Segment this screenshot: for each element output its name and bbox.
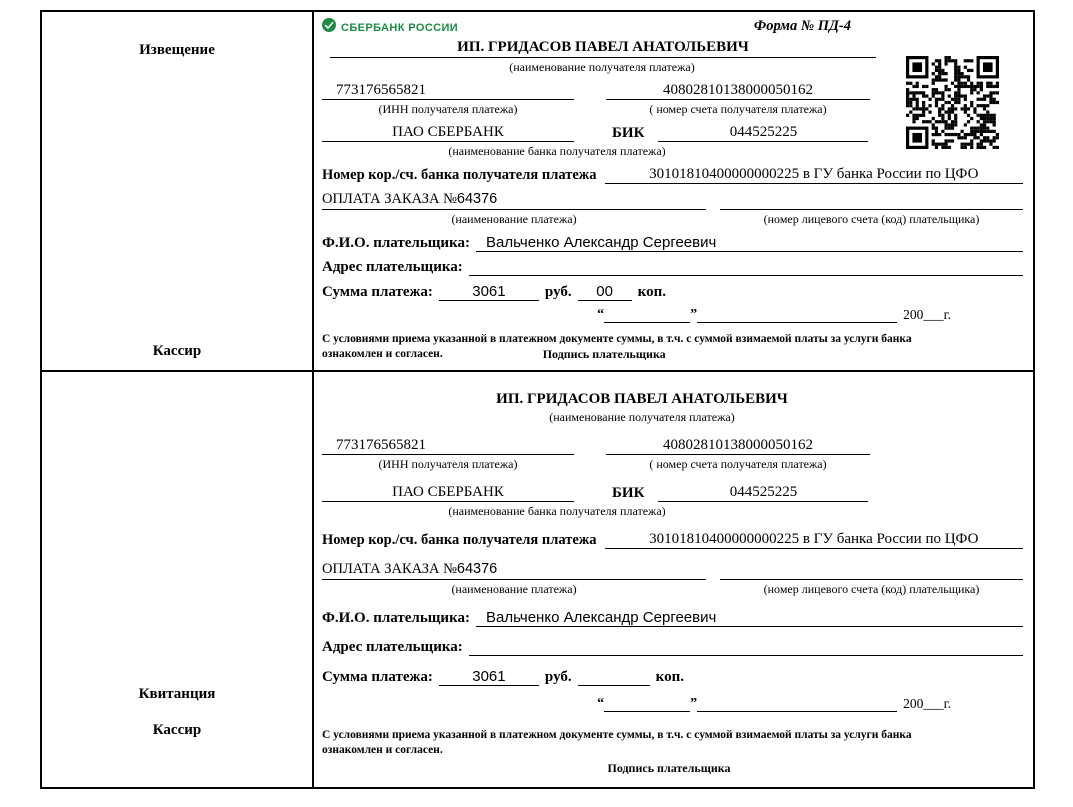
form-number: Форма № ПД-4 (753, 18, 851, 34)
receipt-cashier-label: Кассир (152, 722, 202, 738)
notice-header-row (322, 18, 1023, 36)
rub-label: руб. (544, 284, 572, 300)
sberbank-logo (322, 18, 458, 37)
payment-sum-row (322, 668, 1023, 686)
agreement-line-2: ознакомлен и согласен. (322, 347, 443, 360)
payer-name-label: Ф.И.О. плательщика: (322, 235, 470, 251)
recipient-name: ИП. ГРИДАСОВ ПАВЕЛ АНАТОЛЬЕВИЧ (330, 39, 876, 58)
bik-value: 044525225 (658, 124, 868, 142)
payment-sum-row (322, 283, 1023, 301)
inn-account-row (322, 437, 1023, 455)
purpose-prefix: ОПЛАТА ЗАКАЗА № (322, 191, 457, 207)
receipt-body (314, 372, 1033, 787)
bank-name-value: ПАО СБЕРБАНК (322, 484, 574, 502)
notice-left-cell (42, 12, 314, 370)
qr-code (906, 56, 999, 149)
personal-account-label: (номер лицевого счета (код) плательщика) (763, 582, 980, 596)
payment-name-label: (наименование платежа) (451, 212, 577, 226)
agreement-line-1: С условиями приема указанной в платежном документе суммы, в т.ч. с суммой взимаемой платы за услуги банка (322, 729, 912, 741)
bank-bik-row (322, 484, 1023, 502)
date-day-blank (604, 696, 690, 712)
sum-rub-value: 3061 (439, 668, 539, 686)
payer-name-label: Ф.И.О. плательщика: (322, 610, 470, 626)
payer-address-label: Адрес плательщика: (322, 639, 463, 655)
quote-close: ” (690, 696, 698, 711)
date-month-blank (697, 696, 897, 712)
order-number: 64376 (456, 191, 498, 207)
account-label: ( номер счета получателя платежа) (649, 102, 827, 116)
corr-account-row (322, 166, 1023, 184)
quote-open: “ (597, 696, 605, 711)
corr-account-label: Номер кор./сч. банка получателя платежа (322, 167, 597, 183)
sberbank-logo-icon (322, 18, 336, 37)
sum-kop-blank (578, 685, 650, 686)
sberbank-logo-text: СБЕРБАНК РОССИИ (341, 21, 459, 34)
payment-form-pd4 (40, 10, 1035, 789)
inn-label: (ИНН получателя платежа) (378, 102, 518, 116)
date-year: 200___г. (903, 307, 951, 322)
payment-purpose-value (322, 191, 706, 210)
signature-label: Подпись плательщика (607, 760, 731, 775)
quote-open: “ (597, 307, 605, 322)
payer-name-value: Вальченко Александр Сергеевич (476, 234, 1023, 252)
date-row (322, 307, 1023, 323)
corr-account-value: 30101810400000000225 в ГУ банка России по ЦФО (605, 531, 1023, 549)
corr-account-row (322, 531, 1023, 549)
bank-name-label: (наименование банка получателя платежа) (448, 504, 666, 518)
payer-name-value: Вальченко Александр Сергеевич (476, 609, 1023, 627)
inn-value: 773176565821 (322, 82, 574, 100)
sum-kop-value: 00 (578, 283, 632, 301)
payment-purpose-row (322, 191, 1023, 210)
date-day-blank (604, 307, 690, 323)
account-label: ( номер счета получателя платежа) (649, 457, 827, 471)
personal-account-blank (720, 191, 1023, 210)
rub-label: руб. (544, 669, 572, 685)
payer-name-row (322, 609, 1023, 627)
bank-name-value: ПАО СБЕРБАНК (322, 124, 574, 142)
kop-label: коп. (637, 284, 666, 300)
agreement-text (322, 728, 1016, 758)
receipt-section (42, 372, 1033, 787)
date-row (322, 696, 1023, 712)
notice-cashier-label: Кассир (152, 343, 202, 359)
purpose-prefix: ОПЛАТА ЗАКАЗА № (322, 561, 457, 577)
payment-sum-label: Сумма платежа: (322, 669, 433, 685)
notice-section (42, 12, 1033, 372)
date-year: 200___г. (903, 696, 951, 711)
notice-body (314, 12, 1033, 370)
agreement-line-1: С условиями приема указанной в платежном документе суммы, в т.ч. с суммой взимаемой платы за услуги банка (322, 333, 912, 345)
receipt-left-cell (42, 372, 314, 787)
agreement-text (322, 332, 1016, 363)
quote-close: ” (690, 307, 698, 322)
payer-address-row (322, 259, 1023, 276)
payment-sum-label: Сумма платежа: (322, 284, 433, 300)
kop-label: коп. (655, 669, 684, 685)
recipient-name-label: (наименование получателя платежа) (549, 410, 735, 424)
date-month-blank (697, 307, 897, 323)
recipient-name-label: (наименование получателя платежа) (509, 60, 695, 74)
payer-address-blank (469, 639, 1023, 656)
recipient-name-row (322, 391, 1023, 408)
payment-purpose-row (322, 561, 1023, 580)
payment-purpose-value (322, 561, 706, 580)
payer-address-label: Адрес плательщика: (322, 259, 463, 275)
bank-name-label: (наименование банка получателя платежа) (448, 144, 666, 158)
payer-address-row (322, 639, 1023, 656)
sum-rub-value: 3061 (439, 283, 539, 301)
notice-title: Извещение (139, 42, 215, 58)
account-value: 40802810138000050162 (606, 437, 870, 455)
recipient-name: ИП. ГРИДАСОВ ПАВЕЛ АНАТОЛЬЕВИЧ (496, 391, 788, 407)
inn-value: 773176565821 (322, 437, 574, 455)
inn-label: (ИНН получателя платежа) (378, 457, 518, 471)
account-value: 40802810138000050162 (606, 82, 870, 100)
corr-account-value: 30101810400000000225 в ГУ банка России по ЦФО (605, 166, 1023, 184)
bik-value: 044525225 (658, 484, 868, 502)
signature-label: Подпись плательщика (542, 346, 666, 361)
payer-address-blank (469, 259, 1023, 276)
bik-label: БИК (612, 125, 645, 141)
agreement-line-2: ознакомлен и согласен. (322, 743, 443, 756)
personal-account-label: (номер лицевого счета (код) плательщика) (763, 212, 980, 226)
payment-name-label: (наименование платежа) (451, 582, 577, 596)
receipt-title: Квитанция (138, 686, 216, 702)
order-number: 64376 (456, 561, 498, 577)
corr-account-label: Номер кор./сч. банка получателя платежа (322, 532, 597, 548)
personal-account-blank (720, 561, 1023, 580)
bik-label: БИК (612, 485, 645, 501)
payer-name-row (322, 234, 1023, 252)
